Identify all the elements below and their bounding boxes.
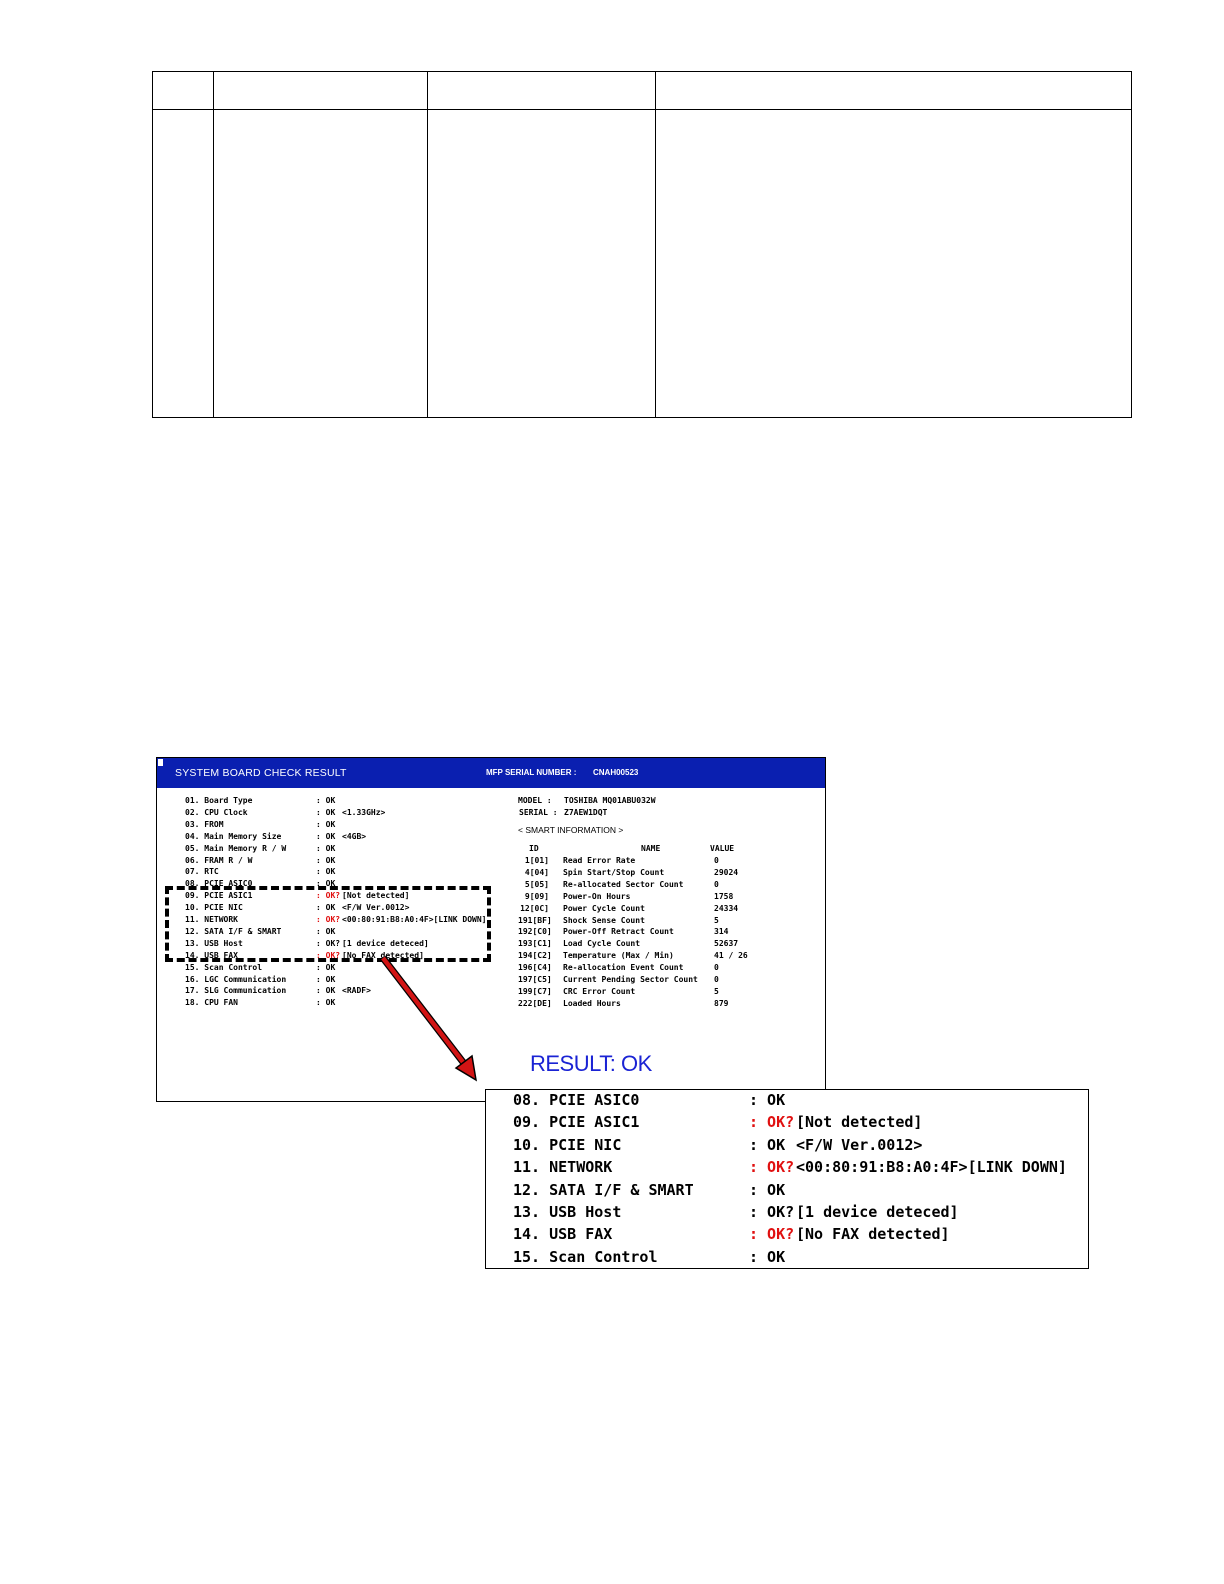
check-name: 13. USB Host	[185, 938, 243, 948]
smart-id: 199[C7]	[518, 986, 552, 996]
check-name: 10. PCIE NIC	[185, 903, 243, 913]
zoom-row	[486, 1203, 1086, 1225]
zoom-name: 09. PCIE ASIC1	[513, 1113, 640, 1132]
check-detail: [No FAX detected]	[342, 950, 424, 960]
smart-value: 24334	[714, 903, 739, 913]
smart-name: Power-On Hours	[563, 891, 631, 901]
check-name: 01. Board Type	[185, 796, 253, 805]
screen-title: SYSTEM BOARD CHECK RESULT	[175, 767, 347, 779]
check-result: : OK	[316, 796, 336, 805]
check-name: 11. NETWORK	[185, 915, 238, 924]
check-detail: [Not detected]	[342, 891, 410, 901]
zoom-detail: <00:80:91:B8:A0:4F>[LINK DOWN]	[796, 1158, 1067, 1177]
zoom-result: : OK	[749, 1091, 786, 1109]
zoom-result: : OK?	[749, 1113, 795, 1132]
zoom-result: : OK	[749, 1180, 786, 1199]
check-result: : OK	[316, 879, 336, 889]
check-result: : OK	[316, 926, 336, 936]
smart-name: Power Cycle Count	[563, 903, 645, 913]
zoom-name: 08. PCIE ASIC0	[513, 1091, 640, 1109]
smart-value: 1758	[714, 891, 734, 901]
smart-value: 52637	[714, 939, 739, 949]
hdd-serial-value: Z7AEW1DQT	[564, 808, 608, 817]
zoom-name: 15. Scan Control	[513, 1247, 658, 1266]
zoom-name: 12. SATA I/F & SMART	[513, 1180, 694, 1199]
check-name: 06. FRAM R / W	[185, 855, 253, 865]
check-name: 08. PCIE ASIC0	[185, 879, 253, 889]
check-name: 05. Main Memory R / W	[185, 843, 287, 853]
zoom-result: : OK	[749, 1247, 786, 1266]
smart-value: 0	[714, 975, 719, 984]
smart-name: Power-Off Retract Count	[563, 927, 674, 937]
smart-value: 0	[714, 963, 719, 973]
model-label: MODEL :	[518, 796, 552, 805]
smart-name: Spin Start/Stop Count	[563, 867, 665, 877]
check-result: : OK?	[316, 891, 341, 901]
smart-name: Current Pending Sector Count	[563, 975, 698, 984]
model-value: TOSHIBA MQ01ABU032W	[564, 796, 656, 805]
smart-id: 193[C1]	[518, 939, 552, 949]
zoom-result: : OK	[749, 1135, 786, 1154]
smart-value: 0	[714, 856, 719, 865]
zoom-row	[486, 1181, 1086, 1203]
zoom-detail: <F/W Ver.0012>	[796, 1135, 923, 1154]
check-detail: <4GB>	[342, 831, 367, 841]
check-name: 07. RTC	[185, 867, 219, 877]
zoom-result: : OK?	[749, 1203, 795, 1221]
check-name: 18. CPU FAN	[185, 998, 238, 1008]
check-result: : OK	[316, 807, 336, 817]
smart-info-title: < SMART INFORMATION >	[518, 825, 624, 835]
check-result: : OK	[316, 855, 336, 865]
check-result: : OK	[316, 962, 336, 972]
check-result: : OK	[316, 867, 336, 877]
check-result: : OK	[316, 831, 336, 841]
smart-header-value: VALUE	[710, 844, 735, 853]
check-result: : OK?	[316, 915, 341, 924]
zoom-name: 13. USB Host	[513, 1203, 622, 1221]
check-detail: <1.33GHz>	[342, 807, 386, 817]
mfp-serial-label: MFP SERIAL NUMBER :	[486, 768, 577, 777]
smart-value: 879	[714, 998, 729, 1008]
hdd-serial-label: SERIAL :	[519, 808, 558, 817]
check-detail: <RADF>	[342, 986, 371, 996]
check-detail: <F/W Ver.0012>	[342, 903, 410, 913]
smart-id: 192[C0]	[518, 927, 552, 937]
check-result: : OK	[316, 903, 336, 913]
zoom-name: 11. NETWORK	[513, 1158, 613, 1177]
check-detail: [1 device deteced]	[342, 938, 429, 948]
smart-id: 194[C2]	[518, 951, 552, 961]
check-result: : OK?	[316, 950, 341, 960]
smart-name: Re-allocation Event Count	[563, 963, 684, 973]
check-name: 17. SLG Communication	[185, 986, 287, 996]
check-name: 03. FROM	[185, 819, 224, 829]
zoom-detail: [Not detected]	[796, 1113, 923, 1132]
smart-name: Shock Sense Count	[563, 915, 645, 925]
smart-name: Re-allocated Sector Count	[563, 879, 684, 889]
zoom-detail-box	[485, 1089, 1089, 1269]
check-name: 09. PCIE ASIC1	[185, 891, 253, 901]
check-result: : OK	[316, 974, 336, 984]
zoom-row	[486, 1113, 1086, 1135]
zoom-row	[486, 1248, 1086, 1270]
zoom-detail: [No FAX detected]	[796, 1225, 950, 1244]
zoom-row	[486, 1136, 1086, 1158]
check-result: : OK	[316, 986, 336, 996]
smart-name: Load Cycle Count	[563, 939, 641, 949]
smart-value: 5	[714, 986, 719, 996]
check-name: 02. CPU Clock	[185, 807, 248, 817]
mfp-serial-value: CNAH00523	[593, 768, 639, 777]
check-name: 15. Scan Control	[185, 962, 263, 972]
smart-header-id: ID	[529, 844, 539, 853]
zoom-result: : OK?	[749, 1225, 795, 1244]
smart-id: 222[DE]	[518, 998, 552, 1008]
smart-header-name: NAME	[641, 844, 661, 853]
zoom-detail: [1 device deteced]	[796, 1203, 959, 1221]
zoom-name: 10. PCIE NIC	[513, 1135, 622, 1154]
smart-id: 191[BF]	[518, 915, 552, 925]
zoom-name: 14. USB FAX	[513, 1225, 613, 1244]
smart-name: Read Error Rate	[563, 856, 636, 865]
zoom-result: : OK?	[749, 1158, 795, 1177]
check-result: : OK	[316, 843, 336, 853]
zoom-row	[486, 1091, 1086, 1113]
smart-name: Loaded Hours	[563, 998, 621, 1008]
smart-value: 41 / 26	[714, 951, 748, 961]
check-result: : OK?	[316, 938, 341, 948]
check-result: : OK	[316, 819, 336, 829]
check-detail: <00:80:91:B8:A0:4F>[LINK DOWN]	[342, 915, 487, 924]
smart-id: 197[C5]	[518, 975, 552, 984]
smart-value: 0	[714, 879, 719, 889]
smart-id: 5[05]	[524, 879, 549, 889]
smart-id: 4[04]	[524, 867, 549, 877]
smart-value: 5	[714, 915, 719, 925]
smart-id: 12[0C]	[520, 903, 549, 913]
check-name: 04. Main Memory Size	[185, 831, 282, 841]
check-name: 16. LGC Communication	[185, 974, 287, 984]
smart-id: 9[09]	[524, 891, 549, 901]
smart-value: 314	[714, 927, 729, 937]
check-name: 14. USB FAX	[185, 950, 238, 960]
smart-id: 1[01]	[524, 856, 549, 865]
smart-name: Temperature (Max / Min)	[563, 951, 674, 961]
zoom-row	[486, 1158, 1086, 1180]
smart-id: 196[C4]	[518, 963, 552, 973]
check-result: : OK	[316, 998, 336, 1008]
result-text: RESULT: OK	[530, 1051, 652, 1076]
smart-name: CRC Error Count	[563, 986, 636, 996]
smart-value: 29024	[714, 867, 739, 877]
check-name: 12. SATA I/F & SMART	[185, 926, 282, 936]
zoom-row	[486, 1225, 1086, 1247]
